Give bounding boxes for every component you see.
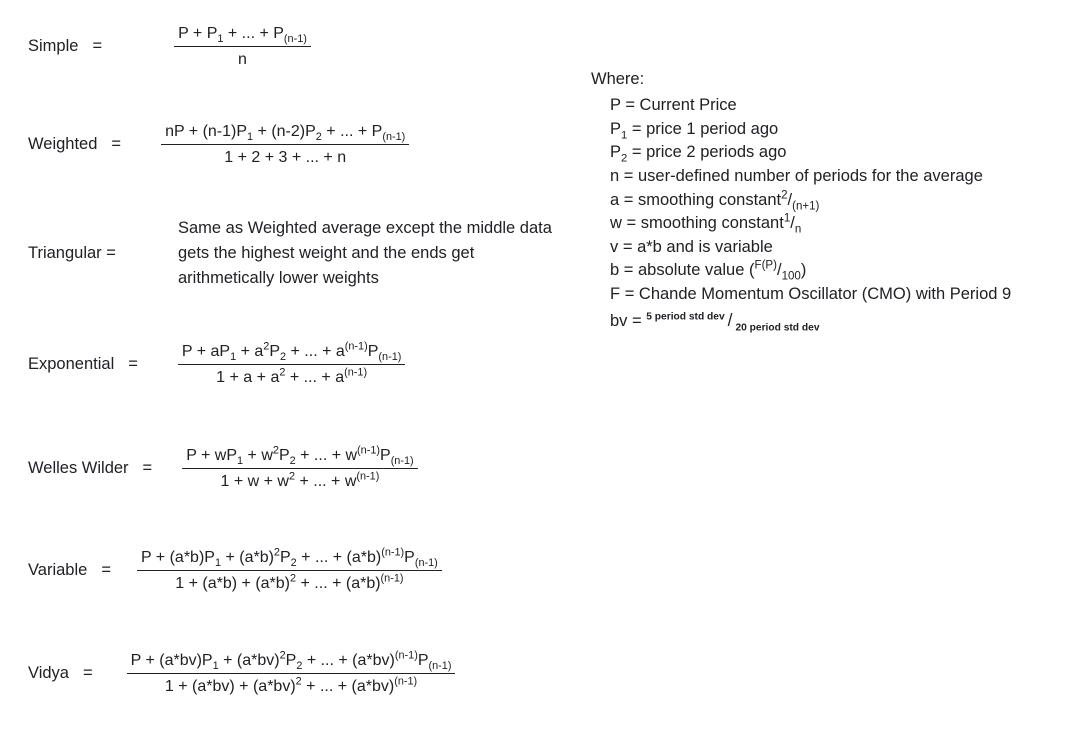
equals-sign-simple: = <box>92 37 103 56</box>
legend-item-F <box>610 283 1011 307</box>
fraction-numerator-simple: $P + P_1$ + ... + $P_{(n-1)}$ <box>178 25 307 46</box>
legend-b-numerator: F(P) <box>754 259 777 272</box>
legend-a-numerator: 2 <box>781 189 788 202</box>
legend-item-a <box>610 189 1011 213</box>
fraction-numerator-vidya: $P + (a*bv)P_1 + (a*bv)^2P_2$ + ... + $(a*bv)^{(n-1)}P_{(n-1)}$ <box>130 649 452 673</box>
fraction-numerator-exponential: $P + aP_1 + a^2P_2$ + ... + $a^{(n-1)}P_{(n-1)}$ <box>181 340 402 364</box>
legend-symbol-P1: P <box>610 119 622 138</box>
legend-bv-numerator: 5 period std dev <box>646 311 725 323</box>
formula-label-vidya: Vidya <box>28 664 69 683</box>
legend-text-n: = user-defined number of periods for the average <box>623 167 983 186</box>
formula-row-welles-wilder <box>28 446 548 492</box>
legend-w-numerator: 1 <box>783 212 791 225</box>
formula-label-exponential: Exponential <box>28 355 115 374</box>
legend-text-w: = smoothing constant <box>626 214 784 233</box>
fraction-variable <box>137 548 442 594</box>
fraction-numerator-weighted: nP + $(n-1)P_1 + (n-2)P_2$ + ... + $P_{(n-1)}$ <box>165 123 406 144</box>
legend-b-paren-close: ) <box>800 261 807 280</box>
legend-bv-slash: / <box>727 309 733 330</box>
equals-sign-vidya: = <box>82 664 93 683</box>
fraction-denominator-variable: $1 + (a*b) + (a*b)^2$ + ... + $(a*b)^{(n-1)}$ <box>175 573 404 593</box>
legend-item-w <box>610 212 1011 236</box>
legend-w-slash: / <box>790 214 795 233</box>
formula-row-vidya <box>28 651 568 697</box>
legend-symbol-v: v <box>610 237 619 256</box>
equals-sign-welles-wilder: = <box>142 459 153 478</box>
legend-item-b <box>610 259 1011 283</box>
legend-a-slash: / <box>787 190 793 209</box>
formula-row-variable <box>28 548 568 594</box>
legend-text-a: = smoothing constant <box>623 190 782 209</box>
legend-bv-denominator: 20 period std dev <box>735 321 820 333</box>
legend-title: Where: <box>591 70 645 88</box>
legend-item-P1 <box>610 118 1011 142</box>
fraction-weighted <box>161 122 409 168</box>
legend-item-P2 <box>610 141 1011 165</box>
fraction-exponential <box>178 342 406 388</box>
legend-text-v: = a*b and is variable <box>622 237 773 256</box>
legend-symbol-F: F <box>610 285 621 304</box>
fraction-denominator-vidya: $1 + (a*bv) + (a*bv)^2$ + ... + $(a*bv)^{(n-1)}$ <box>164 676 418 696</box>
fraction-welles-wilder <box>182 446 417 492</box>
formula-label-weighted: Weighted <box>28 135 98 154</box>
formula-row-simple <box>28 24 548 70</box>
formula-label-simple: Simple <box>28 37 79 56</box>
fraction-denominator-welles-wilder: $1 + w + w^2$ + ... + $w^{(n-1)}$ <box>220 471 380 491</box>
formula-row-exponential <box>28 342 548 388</box>
legend-b-denominator: 100 <box>781 270 801 283</box>
legend-list <box>591 94 1011 334</box>
legend-a-denominator: (n+1) <box>792 199 820 212</box>
legend-text-P: = Current Price <box>625 96 737 115</box>
fraction-vidya <box>127 651 456 697</box>
fraction-numerator-welles-wilder: $P + wP_1 + w^2P_2$ + ... + $w^{(n-1)}P_{(n-1)}$ <box>186 444 414 468</box>
equals-sign-variable: = <box>101 561 111 580</box>
legend-symbol-n: n <box>610 167 620 186</box>
formula-row-triangular <box>28 216 568 291</box>
legend-item-P <box>610 94 1011 118</box>
legend-item-n <box>610 165 1011 189</box>
legend-symbol-a: a <box>610 190 620 209</box>
fraction-denominator-weighted: 1 + 2 + 3 + ... + n <box>224 149 347 167</box>
legend-item-v <box>610 236 1011 260</box>
equals-sign-exponential: = <box>128 355 138 374</box>
legend-where-block <box>591 68 1011 334</box>
formula-label-triangular: Triangular = <box>28 243 116 262</box>
legend-symbol-P2-subscript: 2 <box>621 152 628 165</box>
fraction-denominator-simple: n <box>238 51 247 69</box>
legend-item-bv <box>610 307 1011 335</box>
formula-row-weighted <box>28 122 548 168</box>
fraction-simple <box>174 24 311 70</box>
legend-text-b: = absolute value <box>623 261 745 280</box>
legend-symbol-P2: P <box>610 143 622 162</box>
legend-text-F: = Chande Momentum Oscillator (CMO) with Period 9 <box>624 285 1012 304</box>
legend-symbol-P1-subscript: 1 <box>621 129 628 142</box>
legend-b-slash: / <box>776 261 782 280</box>
legend-symbol-w: w <box>610 214 622 233</box>
legend-symbol-bv: bv <box>610 311 628 330</box>
fraction-numerator-variable: $P + (a*b)P_1 + (a*b)^2P_2$ + ... + $(a*b)^{(n-1)}P_{(n-1)}$ <box>140 546 438 570</box>
legend-equals-bv: = <box>632 311 642 330</box>
formula-label-variable: Variable <box>28 561 88 580</box>
triangular-description: Same as Weighted average except the middle data gets the highest weight and the ends get arithmetically lower weights <box>178 219 552 288</box>
legend-b-paren-open: ( <box>749 261 755 280</box>
formula-label-welles-wilder: Welles Wilder <box>28 459 129 478</box>
legend-text-P2: = price 2 periods ago <box>631 143 787 162</box>
equals-sign-weighted: = <box>111 135 122 154</box>
fraction-denominator-exponential: $1 + a + a^2$ + ... + $a^{(n-1)}$ <box>216 367 368 387</box>
legend-w-denominator: n <box>794 223 802 236</box>
legend-symbol-b: b <box>610 261 620 280</box>
legend-text-P1: = price 1 period ago <box>631 119 779 138</box>
legend-symbol-P: P <box>610 96 621 115</box>
